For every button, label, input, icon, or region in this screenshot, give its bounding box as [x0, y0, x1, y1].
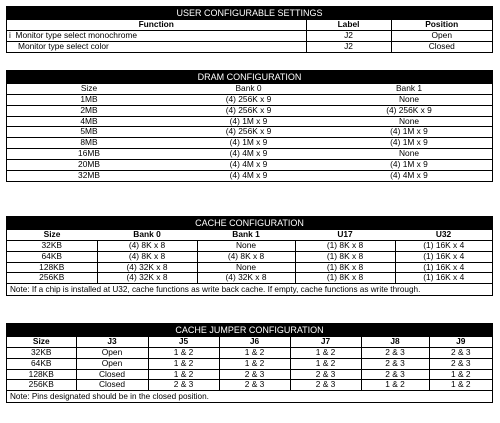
cell: 2 & 3 [361, 369, 429, 380]
cell: 2 & 3 [429, 358, 492, 369]
jumper-note: Note: Pins designated should be in the closed position. [7, 390, 492, 402]
col-header: Size [7, 230, 97, 240]
cell: 5MB [7, 127, 171, 138]
function-text: Monitor type select monochrome [15, 30, 138, 40]
table-row [7, 116, 492, 127]
cell: 1 & 2 [148, 347, 219, 358]
cell: None [197, 262, 295, 273]
cell: (4) 256K x 9 [171, 127, 326, 138]
cell: (4) 32K x 8 [97, 262, 197, 273]
cell: 1MB [7, 94, 171, 105]
table-header-row [7, 84, 492, 94]
cell: (4) 32K x 8 [97, 273, 197, 283]
cell: (4) 1M x 9 [171, 138, 326, 149]
cell: 32KB [7, 347, 76, 358]
table-row [7, 369, 492, 380]
cell: None [326, 149, 492, 160]
dram-title: DRAM CONFIGURATION [7, 71, 492, 84]
col-header: J8 [361, 337, 429, 347]
col-header: Bank 0 [97, 230, 197, 240]
cell: (1) 16K x 4 [395, 262, 492, 273]
table-row [7, 138, 492, 149]
col-header: Function [7, 20, 306, 30]
cell: 1 & 2 [148, 358, 219, 369]
cell: (4) 4M x 9 [390, 170, 428, 180]
cell: (4) 1M x 9 [326, 127, 492, 138]
cell: 2 & 3 [429, 347, 492, 358]
col-header: Label [306, 20, 391, 30]
cell: Closed [76, 369, 148, 380]
cache-note: Note: If a chip is installed at U32, cache functions as write back cache. If empty, cache functions as write through. [7, 283, 492, 295]
user-settings-title: USER CONFIGURABLE SETTINGS [7, 7, 492, 20]
cell: (4) 32K x 8 [197, 273, 295, 283]
table-row [7, 251, 492, 262]
col-header: J5 [148, 337, 219, 347]
cell: (1) 16K x 4 [395, 273, 492, 283]
col-header: J3 [76, 337, 148, 347]
cell: (4) 4M x 9 [229, 170, 268, 180]
col-header: J9 [429, 337, 492, 347]
cell: 256KB [28, 379, 54, 390]
row-marker: i [9, 30, 11, 40]
cell: 32KB [7, 240, 97, 251]
cell: Open [76, 358, 148, 369]
col-header: Bank 1 [197, 230, 295, 240]
cell: Open [76, 347, 148, 358]
cell: 32MB [78, 170, 100, 180]
table-row [7, 380, 492, 390]
cell [7, 30, 306, 41]
cell: 128KB [7, 369, 76, 380]
cell: Monitor type select color [18, 41, 109, 51]
cell: 64KB [7, 358, 76, 369]
col-header: Bank 1 [395, 84, 423, 93]
cell: (4) 8K x 8 [197, 251, 295, 262]
cell: 2 & 3 [290, 380, 361, 390]
cell: 128KB [7, 262, 97, 273]
cell: (4) 4M x 9 [171, 159, 326, 170]
table-header-row [7, 337, 492, 347]
cell: (1) 16K x 4 [395, 251, 492, 262]
table-row [7, 347, 492, 358]
cell: (4) 4M x 9 [171, 149, 326, 160]
table-row [7, 94, 492, 105]
col-header: U17 [295, 230, 395, 240]
cell: (4) 1M x 9 [326, 138, 492, 149]
cell: 2 & 3 [290, 369, 361, 380]
col-header: Bank 0 [235, 84, 262, 93]
cell: (1) 8K x 8 [295, 262, 395, 273]
table-row [7, 30, 492, 41]
cell: J2 [306, 41, 391, 51]
cell: (1) 8K x 8 [295, 240, 395, 251]
cell: 2 & 3 [148, 380, 219, 390]
cell: 256KB [39, 272, 65, 283]
cell: (4) 8K x 8 [97, 240, 197, 251]
cache-title: CACHE CONFIGURATION [7, 217, 492, 230]
cell: None [326, 94, 492, 105]
cache-table [6, 216, 493, 296]
dram-table [6, 70, 493, 182]
table-row [7, 127, 492, 138]
cell: 1 & 2 [290, 358, 361, 369]
cell: 64KB [7, 251, 97, 262]
table-row [7, 105, 492, 116]
user-settings-table [6, 6, 493, 53]
col-header: Size [80, 84, 98, 93]
cell: (4) 1M x 9 [326, 159, 492, 170]
table-row [7, 262, 492, 273]
col-header: J7 [290, 337, 361, 347]
table-header-row [7, 20, 492, 30]
cell: None [197, 240, 295, 251]
cell: (4) 256K x 9 [171, 105, 326, 116]
cell: (4) 256K x 9 [326, 105, 492, 116]
cell: 2 & 3 [219, 380, 290, 390]
table-header-row [7, 230, 492, 240]
cell: 2 & 3 [361, 347, 429, 358]
table-row [7, 149, 492, 160]
table-row [7, 170, 492, 180]
table-row [7, 273, 492, 283]
col-header: J6 [219, 337, 290, 347]
cell: 16MB [7, 149, 171, 160]
table-row [7, 240, 492, 251]
table-row [7, 159, 492, 170]
cell: Closed [391, 41, 492, 51]
cell: 1 & 2 [361, 380, 429, 390]
cell: 1 & 2 [290, 347, 361, 358]
cell: 2 & 3 [361, 358, 429, 369]
cell: None [326, 116, 492, 127]
cell: (4) 256K x 9 [171, 94, 326, 105]
cell: 2 & 3 [219, 369, 290, 380]
cell: (4) 1M x 9 [171, 116, 326, 127]
cell: 1 & 2 [429, 369, 492, 380]
col-header: U32 [395, 230, 492, 240]
table-row [7, 41, 492, 51]
cell: 20MB [7, 159, 171, 170]
cell: Closed [76, 380, 148, 390]
cell: 2MB [7, 105, 171, 116]
cell: Open [391, 30, 492, 41]
jumper-table [6, 323, 493, 403]
table-row [7, 358, 492, 369]
jumper-title: CACHE JUMPER CONFIGURATION [7, 324, 492, 337]
cell: 1 & 2 [148, 369, 219, 380]
cell: (1) 16K x 4 [395, 240, 492, 251]
cell: 4MB [7, 116, 171, 127]
cell: 1 & 2 [429, 380, 492, 390]
col-header: Position [391, 20, 492, 30]
cell: 8MB [7, 138, 171, 149]
cell: 1 & 2 [219, 358, 290, 369]
cell: (4) 8K x 8 [97, 251, 197, 262]
cell: J2 [306, 30, 391, 41]
col-header: Size [7, 337, 76, 347]
cell: 1 & 2 [219, 347, 290, 358]
cell: (1) 8K x 8 [295, 251, 395, 262]
cell: (1) 8K x 8 [295, 273, 395, 283]
